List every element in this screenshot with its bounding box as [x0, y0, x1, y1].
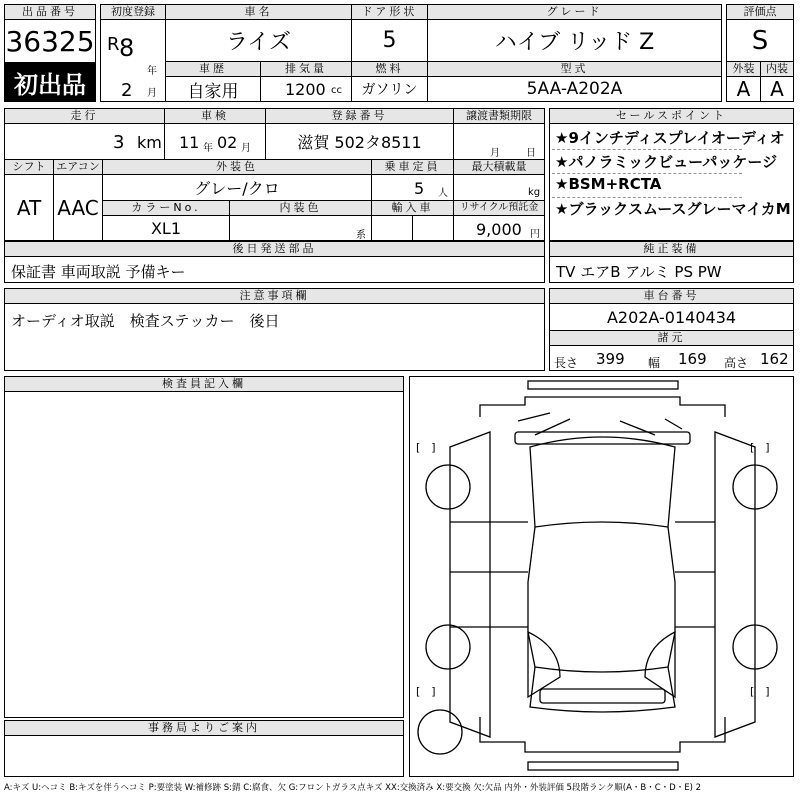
front-left-wheel [426, 465, 470, 509]
inspector-area[interactable] [4, 391, 404, 718]
aircon-header: エアコン [53, 159, 103, 175]
damage-legend: A:キズ U:ヘコミ B:キズを伴うヘコミ P:要塗装 W:補修跡 S:錆 C:腐食、欠 G:フロントガラス点キズ XX:交換済み X:要交換 欠:欠品 内外・外装評価 5段階ランク順(A・B・C・D・E) 2 [4, 783, 702, 793]
score-header: 評価点 [726, 4, 794, 20]
hood-front [515, 432, 690, 444]
deadline-day-unit: 日 [526, 148, 536, 159]
shift: AT [4, 174, 54, 241]
recycle-unit: 円 [530, 229, 540, 240]
door-type-header: ドア形状 [351, 4, 428, 20]
registration-year: 8 [119, 34, 135, 62]
fuel-header: 燃料 [351, 61, 428, 77]
length: 399 [596, 350, 625, 368]
car-name-header: 車名 [165, 4, 352, 20]
recycle-header: リサイクル預託金 [453, 200, 545, 216]
dimensions-cell [549, 345, 794, 371]
mileage: 3 [113, 132, 125, 153]
sales-divider [552, 173, 742, 174]
bracket-left-top: [ ] [416, 441, 436, 454]
shift-header: シフト [4, 159, 54, 175]
first-registration-cell [100, 19, 166, 102]
later-parts-cell [4, 256, 545, 283]
inspection-year-unit: 年 [203, 143, 213, 154]
registration-era: R [107, 34, 120, 55]
bottom-bar [528, 762, 678, 770]
dimensions-header: 諸元 [549, 330, 794, 346]
rear-right-window [645, 632, 675, 697]
interior-color-unit: 系 [356, 230, 366, 241]
deadline-month-unit: 月 [490, 148, 500, 159]
inspection-month: 02 [217, 133, 238, 152]
import-header: 輸入車 [371, 200, 454, 216]
equipment-header: 純正装備 [549, 241, 794, 257]
sales-points-header: セールスポイント [549, 108, 794, 124]
inspection-cell [164, 123, 266, 160]
car-diagram-svg [410, 377, 793, 776]
sales-point-2: ★パノラミックビューパッケージ [555, 153, 778, 171]
bracket-right-bottom: [ ] [750, 685, 770, 698]
capacity: 5 [414, 179, 425, 198]
car-name: ライズ [165, 19, 352, 62]
exterior-color: グレー/クロ [102, 174, 372, 201]
chassis-number: A202A-0140434 [549, 303, 794, 331]
registration-month: 2 [121, 80, 133, 101]
rear-left-wheel [426, 625, 470, 669]
first-registration-header: 初度登録 [100, 4, 166, 20]
windshield [530, 437, 675, 527]
interior-grade-header: 内装 [760, 61, 794, 77]
rear-bumper [480, 717, 725, 752]
bracket-left-bottom: [ ] [416, 685, 436, 698]
displacement-cell [260, 76, 352, 102]
rear-hatch [540, 689, 665, 703]
door-count: 5 [351, 19, 428, 62]
history: 自家用 [165, 76, 261, 102]
grade: ハイブ リッド Z [427, 19, 722, 62]
grade-header: グレード [427, 4, 722, 20]
width: 169 [678, 350, 707, 368]
height-label: 高さ [724, 356, 749, 370]
plate-header: 登録番号 [265, 108, 454, 124]
first-listing-badge: 初出品 [4, 62, 96, 102]
aircon: AAC [53, 174, 103, 241]
length-label: 長さ [554, 356, 579, 370]
sales-divider [552, 149, 742, 150]
import-cell [371, 215, 413, 241]
color-number: XL1 [102, 215, 230, 241]
color-number-header: カラーNo. [102, 200, 230, 216]
lot-number: 36325 [4, 19, 96, 63]
interior-color-header: 内装色 [229, 200, 372, 216]
later-parts: 保証書 車両取説 予備キー [11, 263, 186, 281]
notes-cell [4, 303, 545, 371]
later-parts-header: 後日発送部品 [4, 241, 545, 257]
equipment-cell [549, 256, 794, 283]
mileage-header: 走行 [4, 108, 165, 124]
height: 162 [760, 350, 789, 368]
score: S [726, 19, 794, 62]
model-header: 型式 [427, 61, 722, 77]
max-load-header: 最大積載量 [453, 159, 545, 175]
top-bar [528, 381, 678, 389]
capacity-header: 乗車定員 [371, 159, 454, 175]
registration-month-unit: 月 [147, 88, 157, 99]
front-bumper [480, 397, 725, 417]
left-side [450, 432, 490, 737]
exterior-grade-header: 外装 [726, 61, 761, 77]
plate-number: 滋賀 502タ8511 [265, 123, 454, 160]
mileage-unit: km [137, 133, 162, 152]
notes-header: 注意事項欄 [4, 288, 545, 304]
sales-point-4: ★ブラックスムースグレーマイカM [555, 200, 791, 218]
office-area [4, 735, 404, 777]
exterior-color-header: 外装色 [102, 159, 372, 175]
model-code: 5AA-A202A [427, 76, 722, 102]
car-diagram[interactable] [409, 376, 794, 777]
width-label: 幅 [648, 356, 661, 370]
notes: オーディオ取説 検査ステッカー 後日 [11, 312, 280, 330]
bracket-right-top: [ ] [750, 441, 770, 454]
lot-number-header: 出品番号 [4, 4, 96, 20]
transfer-deadline-cell [453, 123, 545, 160]
chassis-header: 車台番号 [549, 288, 794, 304]
inspection-header: 車検 [164, 108, 266, 124]
displacement-header: 排気量 [260, 61, 352, 77]
displacement-unit: cc [331, 85, 342, 96]
recycle-cell [453, 215, 545, 241]
office-header: 事務局よりご案内 [4, 720, 404, 736]
recycle-fee: 9,000 [476, 220, 522, 239]
registration-year-unit: 年 [147, 66, 157, 77]
inspector-header: 検査員記入欄 [4, 376, 404, 392]
history-header: 車歴 [165, 61, 261, 77]
interior-color-cell [229, 215, 372, 241]
spare-wheel [418, 710, 462, 754]
sales-point-3: ★BSM+RCTA [555, 175, 662, 193]
displacement: 1200 [285, 80, 326, 99]
inspection-year: 11 [179, 133, 200, 152]
fuel: ガソリン [351, 76, 428, 102]
import-cell-2 [412, 215, 454, 241]
transfer-deadline-header: 譲渡書類期限 [453, 108, 545, 124]
sales-point-1: ★9インチディスプレイオーディオ [555, 129, 785, 147]
capacity-cell [371, 174, 454, 201]
interior-grade: A [760, 76, 794, 102]
capacity-unit: 人 [438, 188, 448, 199]
equipment: TV エアB アルミ PS PW [556, 263, 722, 281]
mileage-cell [4, 123, 165, 160]
inspection-month-unit: 月 [241, 143, 251, 154]
exterior-grade: A [726, 76, 761, 102]
max-load-unit: kg [528, 187, 541, 198]
max-load-cell [453, 174, 545, 201]
